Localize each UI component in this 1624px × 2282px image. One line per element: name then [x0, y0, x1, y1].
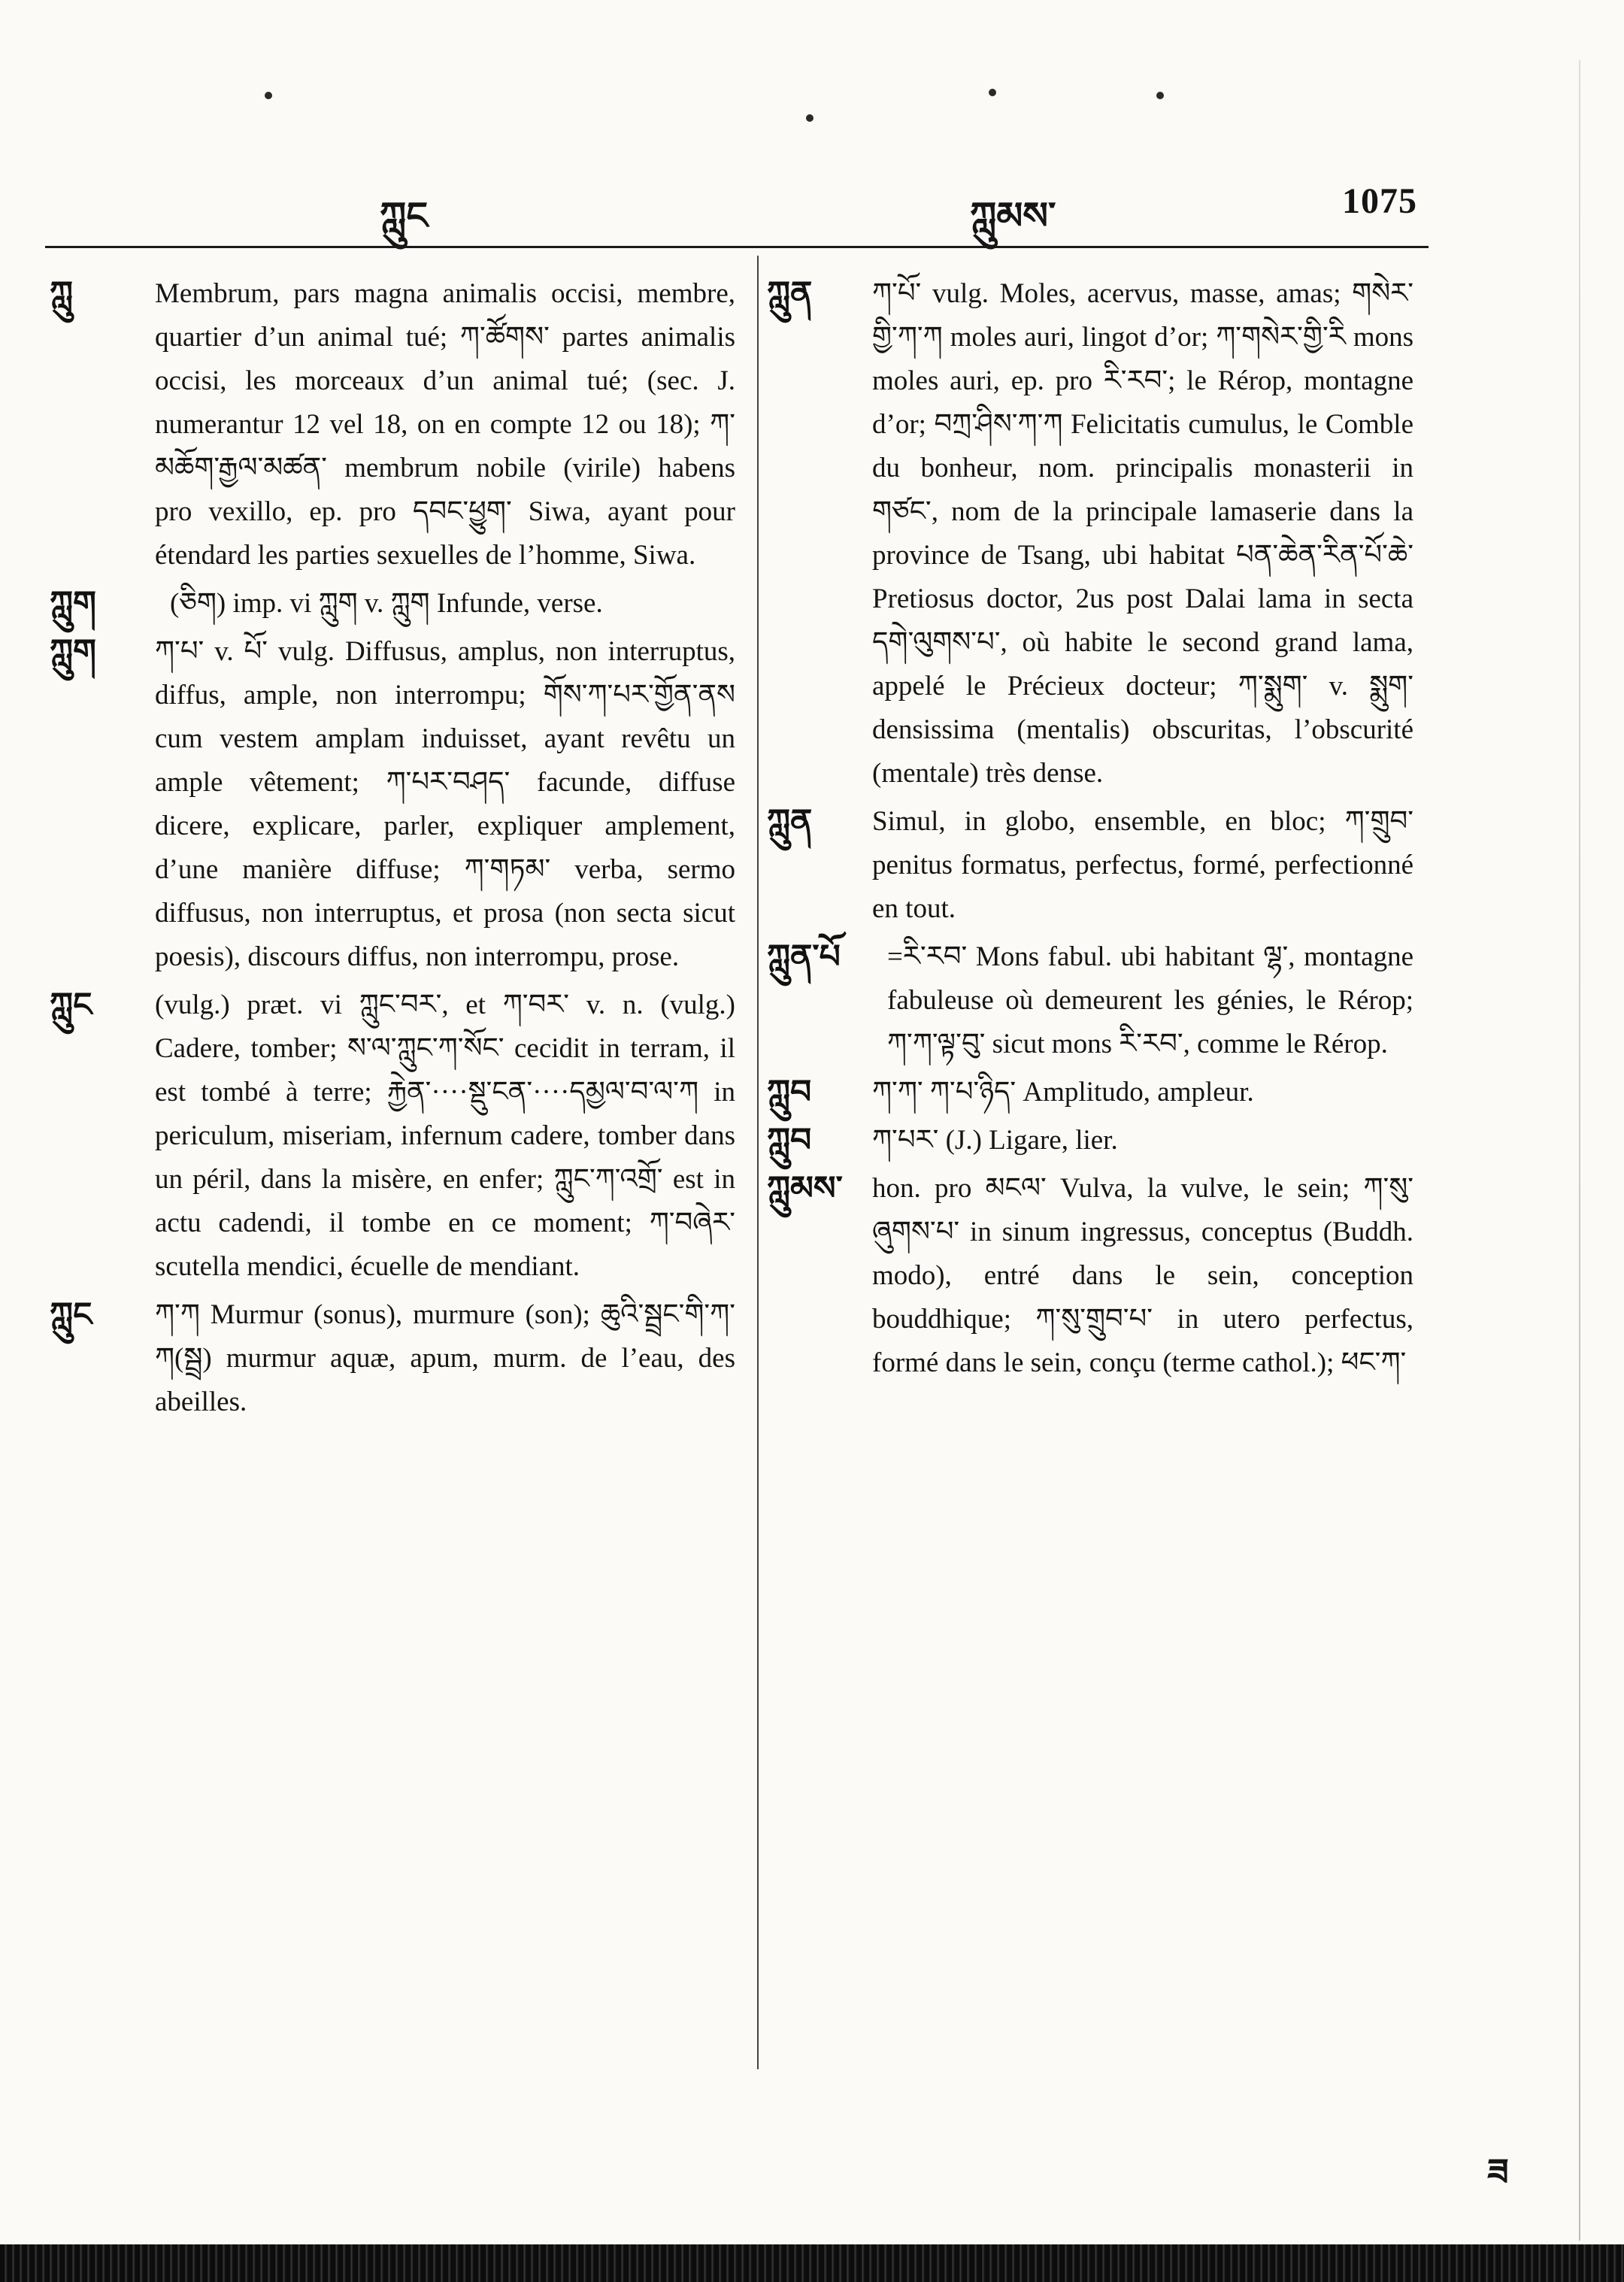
entry-headword: ཀླུན་པོ	[767, 938, 841, 976]
entry-headword: ཀླུན	[767, 274, 813, 313]
entry-text: ཀ་པར་ (J.) Ligare, lier.	[872, 1125, 1118, 1156]
scan-speck	[989, 89, 996, 96]
running-head-right: ཀླུམས་	[970, 193, 1056, 238]
page-number: 1075	[1342, 181, 1417, 221]
dictionary-entry	[50, 582, 735, 626]
header-rule	[45, 246, 1429, 248]
scan-speck	[1156, 92, 1164, 99]
entry-headword: ཀླུན	[767, 802, 813, 841]
entry-headword: ཀླུམས་	[767, 1169, 843, 1208]
scan-edge	[1579, 60, 1580, 2241]
entry-text: (vulg.) præt. vi ཀླུང་བར་, et ཀ་བར་ v. n. (vulg.) Cadere, tomber; ས་ལ་ཀླུང་ཀ་སོང་ cecidit in terram, il est tombé à terre; རྐྱེན་····སྡུ་ངན་····དམྱལ་བ་ལ་ཀ in periculum, miseriam, infernum cadere, tomber dans un péril, dans la misère, en enfer; ཀླུང་ཀ་འགྲོ་ est in actu cadendi, il tombe en ce moment; ཀ་བཞེར་ scutella mendici, écuelle de mendiant.	[155, 989, 735, 1282]
dictionary-entry	[767, 272, 1413, 796]
entry-headword: ཀླུག	[50, 632, 96, 671]
entry-headword: ཀླུང	[50, 986, 92, 1024]
left-column	[50, 272, 735, 1429]
entry-text: ཀ་པོ་ vulg. Moles, acervus, masse, amas; གསེར་གྱི་ཀ་ཀ moles auri, lingot d’or; ཀ་གསེར་གྱི་རི mons moles auri, ep. pro རི་རབ་; le Rérop, montagne d’or; བཀྲ་ཤིས་ཀ་ཀ Felicitatis cumulus, le Comble du bonheur, nom. principalis monasterii in གཙང་, nom de la principale lamaserie dans la province de Tsang, ubi habitat པན་ཆེན་རིན་པོ་ཆེ་ Pretiosus doctor, 2us post Dalai lama in secta དགེ་ལུགས་པ་, où habite le second grand lama, appelé le Précieux docteur; ཀ་སྨུག་ v. སྨུག་ densissima (mentalis) obscuritas, l’obscurité (mentale) très dense.	[872, 278, 1413, 789]
entry-text: ཀ་ཀ Murmur (sonus), murmure (son); ཆུའི་སྦྲང་གི་ཀ་ཀ(སྦྲ) murmur aquæ, apum, murm. de l’eau, des abeilles.	[155, 1299, 735, 1417]
entry-text: =རི་རབ་ Mons fabul. ubi habitant ལྷ་, montagne fabuleuse où demeurent les génies, le Rérop; ཀ་ཀ་ལྟ་བུ་ sicut mons རི་རབ་, comme le Rérop.	[887, 941, 1413, 1059]
scan-speck	[265, 92, 272, 99]
dictionary-entry	[767, 1167, 1413, 1385]
entry-headword: ཀླུང	[50, 1296, 92, 1334]
scan-speck	[806, 114, 814, 122]
dictionary-entry	[767, 935, 1413, 1066]
dictionary-entry	[50, 630, 735, 979]
dictionary-entry	[50, 272, 735, 577]
entry-headword: ཀླུབ	[767, 1073, 812, 1111]
entry-text: ཀ་ཀ་ ཀ་པ་ཉིད་ Amplitudo, ampleur.	[872, 1077, 1254, 1108]
dictionary-entry	[767, 800, 1413, 931]
right-column	[767, 272, 1413, 1390]
dictionary-entry	[767, 1071, 1413, 1114]
dictionary-entry	[50, 1293, 735, 1424]
entry-text: ཀ་པ་ v. པོ་ vulg. Diffusus, amplus, non interruptus, diffus, ample, non interrompu; གོས་ཀ་པར་གྱོན་ནས cum vestem amplam induisset, ayant revêtu un ample vêtement; ཀ་པར་བཤད་ facunde, diffuse dicere, explicare, parler, expliquer amplement, d’une manière diffuse; ཀ་གཏམ་ verba, sermo diffusus, non interruptus, et prosa (non secta sicut poesis), discours diffus, non interrompu, prose.	[155, 636, 735, 972]
margin-mark: ཟ	[1487, 2151, 1509, 2193]
entry-headword: ཀླུ	[50, 274, 73, 313]
entry-text: (ཅིག) imp. vi ཀླུག v. ཀླུག Infunde, verse.	[170, 588, 603, 619]
running-head-left: ཀླུང	[380, 193, 429, 238]
scan-edge-strip	[0, 2244, 1624, 2282]
column-divider	[757, 256, 759, 2069]
dictionary-entry	[50, 983, 735, 1289]
entry-headword: ཀླུབ	[767, 1121, 812, 1159]
entry-text: Membrum, pars magna animalis occisi, membre, quartier d’un animal tué; ཀ་ཚོགས་ partes animalis occisi, les morceaux d’un animal tué; (sec. J. numerantur 12 vel 18, on en compte 12 ou 18); ཀ་མཆོག་རྒྱལ་མཚན་ membrum nobile (virile) habens pro vexillo, ep. pro དབང་ཕྱུག་ Siwa, ayant pour étendard les parties sexuelles de l’homme, Siwa.	[155, 278, 735, 571]
entry-text: Simul, in globo, ensemble, en bloc; ཀ་གྲུབ་ penitus formatus, perfectus, formé, perfectionné en tout.	[872, 806, 1413, 924]
entry-headword: ཀླུག	[50, 584, 96, 623]
entry-text: hon. pro མངལ་ Vulva, la vulve, le sein; ཀ་སུ་ཞུགས་པ་ in sinum ingressus, conceptus (Buddh. modo), entré dans le sein, conception bouddhique; ཀ་སུ་གྲུབ་པ་ in utero perfectus, formé dans le sein, conçu (terme cathol.); ཕང་ཀ་	[872, 1173, 1413, 1378]
dictionary-entry	[767, 1119, 1413, 1162]
